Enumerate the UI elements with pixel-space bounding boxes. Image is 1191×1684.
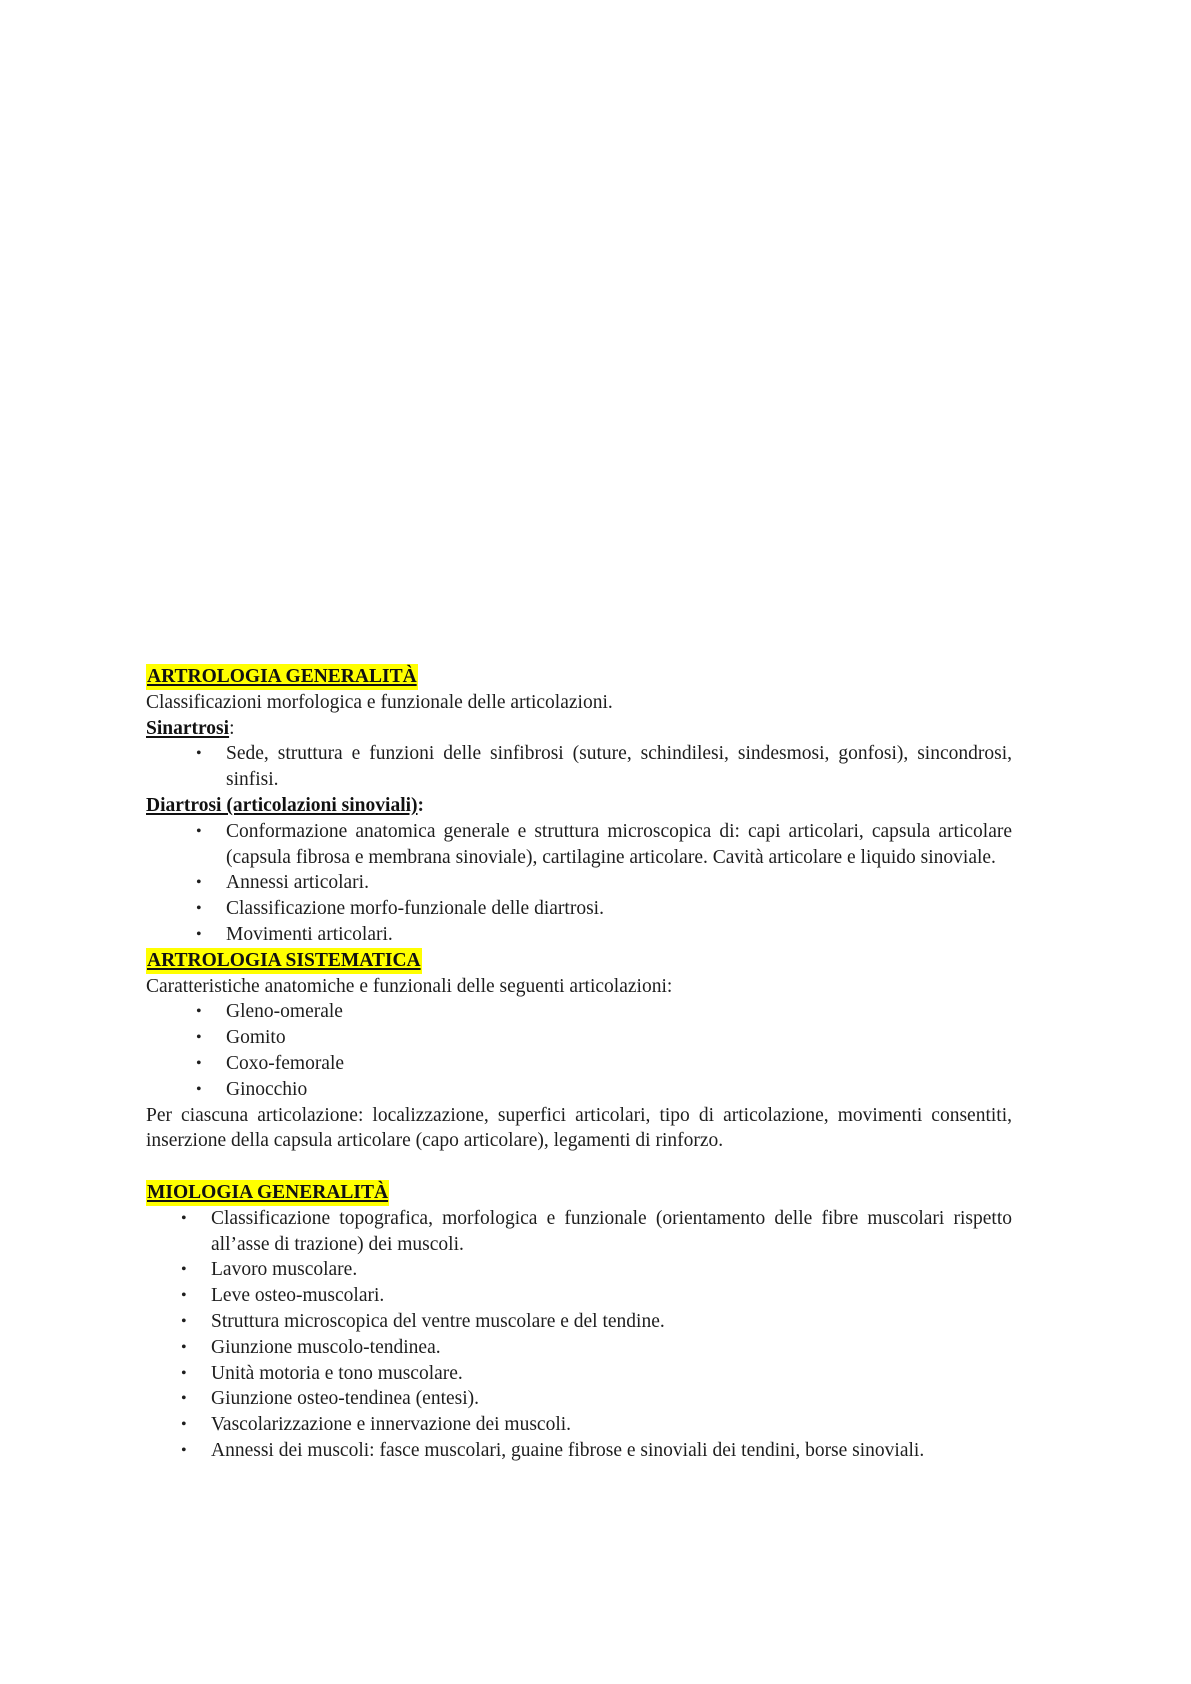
list-item [146,1386,1012,1412]
document-page [146,664,1012,1464]
subheading-title: Sinartrosi [146,717,230,739]
list-item [146,1412,1012,1438]
list-item-text: Unità motoria e tono muscolare. [211,1362,463,1384]
list-item [146,1283,1012,1309]
list-item [146,1257,1012,1283]
section-heading: MIOLOGIA GENERALITÀ [146,1180,389,1206]
miologia-list [146,1206,1012,1464]
list-item [146,1438,1012,1464]
list-item-text: Leve osteo-muscolari. [211,1285,385,1307]
bullet-icon: • [196,874,202,892]
list-item [146,870,1012,896]
list-item-text: Giunzione muscolo-tendinea. [211,1336,441,1358]
bullet-icon: • [181,1416,187,1434]
bullet-icon: • [181,1209,187,1227]
list-item-text: Gomito [226,1027,286,1049]
list-item-text: Conformazione anatomica generale e struttura microscopica di: capi articolari, capsula articolare (capsula fibrosa e membrana sinoviale), cartilagine articolare. Cavità articolare e liquido sinoviale. [226,820,1012,868]
section-intro: Classificazioni morfologica e funzionale delle articolazioni. [146,691,613,713]
bullet-icon: • [196,900,202,918]
subheading-title: Diartrosi (articolazioni sinoviali) [146,794,418,816]
list-item [146,741,1012,793]
list-item [146,1361,1012,1387]
list-item [146,1206,1012,1258]
list-item-text: Annessi dei muscoli: fasce muscolari, guaine fibrose e sinoviali dei tendini, borse sinoviali. [211,1439,925,1461]
sinartrosi-list [146,741,1012,793]
list-item-text: Classificazione morfo-funzionale delle diartrosi. [226,898,604,920]
list-item [146,1051,1012,1077]
section-artrologia-sistematica [146,948,1012,1154]
section-intro: Caratteristiche anatomiche e funzionali delle seguenti articolazioni: [146,975,673,997]
list-item-text: Classificazione topografica, morfologica e funzionale (orientamento delle fibre muscolari rispetto all’asse di trazione) dei muscoli. [211,1207,1012,1255]
list-item [146,1077,1012,1103]
list-item-text: Vascolarizzazione e innervazione dei muscoli. [211,1414,572,1436]
section-heading: ARTROLOGIA SISTEMATICA [146,948,422,974]
bullet-icon: • [181,1390,187,1408]
bullet-icon: • [196,1054,202,1072]
list-item-text: Movimenti articolari. [226,923,393,945]
bullet-icon: • [181,1441,187,1459]
list-item-text: Struttura microscopica del ventre muscolare e del tendine. [211,1310,665,1332]
bullet-icon: • [181,1364,187,1382]
subheading-sinartrosi [146,716,1012,742]
section-heading: ARTROLOGIA GENERALITÀ [146,664,418,690]
bullet-icon: • [181,1312,187,1330]
list-item [146,999,1012,1025]
list-item-text: Sede, struttura e funzioni delle sinfibrosi (suture, schindilesi, sindesmosi, gonfosi), sincondrosi, sinfisi. [226,743,1012,791]
list-item-text: Ginocchio [226,1078,308,1100]
list-item-text: Gleno-omerale [226,1001,343,1023]
bullet-icon: • [196,1029,202,1047]
list-item [146,896,1012,922]
section-note: Per ciascuna articolazione: localizzazione, superfici articolari, tipo di articolazione, movimenti consentiti, inserzione della capsula articolare (capo articolare), legamenti di rinforzo. [146,1104,1012,1152]
subheading-diartrosi [146,793,1012,819]
bullet-icon: • [181,1261,187,1279]
section-artrologia-generalita [146,664,1012,948]
paragraph-gap [146,1154,1012,1180]
section-miologia-generalita [146,1180,1012,1464]
list-item [146,922,1012,948]
list-item [146,1335,1012,1361]
list-item-text: Giunzione osteo-tendinea (entesi). [211,1388,480,1410]
bullet-icon: • [181,1338,187,1356]
diartrosi-list [146,819,1012,948]
bullet-icon: • [196,1003,202,1021]
list-item-text: Coxo-femorale [226,1052,345,1074]
list-item-text: Annessi articolari. [226,872,369,894]
bullet-icon: • [196,745,202,763]
subheading-colon: : [229,717,235,739]
bullet-icon: • [196,925,202,943]
subheading-colon: : [417,794,425,816]
bullet-icon: • [196,1080,202,1098]
bullet-icon: • [196,822,202,840]
list-item [146,1309,1012,1335]
list-item [146,1025,1012,1051]
list-item-text: Lavoro muscolare. [211,1259,358,1281]
list-item [146,819,1012,871]
articolazioni-list [146,999,1012,1102]
bullet-icon: • [181,1287,187,1305]
